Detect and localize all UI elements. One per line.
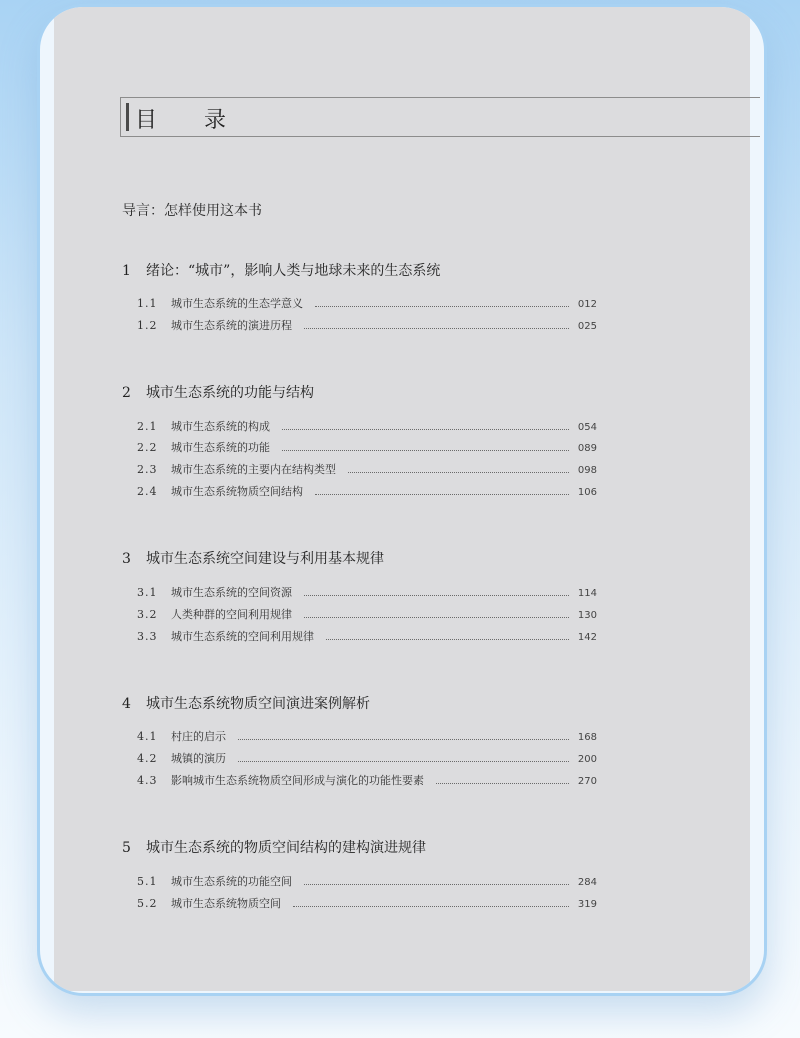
section-number: 3.1 [137, 586, 158, 599]
leader-dots [282, 428, 569, 430]
page-number: 270 [577, 776, 597, 787]
chapter-heading [122, 693, 370, 713]
section-title: 城市生态系统的功能 [171, 441, 270, 454]
leader-dots [238, 738, 569, 740]
section-number: 2.2 [137, 441, 158, 454]
section-number: 3.2 [137, 608, 158, 621]
page-number: 025 [577, 321, 597, 332]
chapter-title: 城市生态系统的功能与结构 [146, 385, 314, 401]
leader-dots [348, 471, 569, 473]
chapter-title: 城市生态系统的物质空间结构的建构演进规律 [146, 840, 426, 856]
leader-dots [326, 638, 569, 640]
section-title: 城市生态系统的构成 [171, 420, 270, 433]
section-title: 城市生态系统的空间资源 [171, 586, 292, 599]
section-title: 城市生态系统的空间利用规律 [171, 630, 314, 643]
section-title: 城市生态系统的演进历程 [171, 319, 292, 332]
leader-dots [293, 905, 569, 907]
toc-entry [137, 895, 597, 911]
toc-entry [137, 439, 597, 455]
toc-entry [137, 418, 597, 434]
section-number: 1.1 [137, 297, 158, 310]
leader-dots [238, 760, 569, 762]
toc-entry [137, 873, 597, 889]
section-title: 影响城市生态系统物质空间形成与演化的功能性要素 [171, 774, 424, 787]
chapter-title: 城市生态系统空间建设与利用基本规律 [146, 551, 384, 567]
chapter-number: 5 [122, 840, 131, 856]
toc-entry [137, 461, 597, 477]
leader-dots [304, 883, 569, 885]
chapter-heading [122, 837, 426, 857]
toc-header [120, 97, 760, 137]
intro-entry: 导言：怎样使用这本书 [122, 203, 262, 219]
leader-dots [315, 493, 569, 495]
toc-page [54, 7, 750, 991]
section-number: 5.1 [137, 875, 158, 888]
chapter-heading [122, 548, 384, 568]
title-accent-bar [126, 103, 129, 131]
section-number: 4.1 [137, 730, 158, 743]
card-frame [37, 4, 767, 996]
page-number: 114 [577, 588, 597, 599]
leader-dots [436, 782, 569, 784]
chapter-title: 绪论：“城市”，影响人类与地球未来的生态系统 [146, 263, 441, 279]
chapter-number: 1 [122, 263, 131, 279]
page-number: 200 [577, 754, 597, 765]
section-number: 1.2 [137, 319, 158, 332]
leader-dots [304, 616, 569, 618]
section-number: 4.3 [137, 774, 158, 787]
page-number: 106 [577, 487, 597, 498]
leader-dots [304, 594, 569, 596]
toc-entry [137, 606, 597, 622]
leader-dots [315, 305, 569, 307]
page-number: 089 [577, 443, 597, 454]
leader-dots [282, 449, 569, 451]
chapter-number: 3 [122, 551, 131, 567]
section-title: 村庄的启示 [171, 730, 226, 743]
page-number: 012 [577, 299, 597, 310]
toc-entry [137, 750, 597, 766]
toc-entry [137, 317, 597, 333]
chapter-heading [122, 260, 440, 280]
leader-dots [304, 327, 569, 329]
page-number: 284 [577, 877, 597, 888]
section-number: 5.2 [137, 897, 158, 910]
section-title: 城市生态系统物质空间 [171, 897, 281, 910]
chapter-title: 城市生态系统物质空间演进案例解析 [146, 696, 370, 712]
page-number: 168 [577, 732, 597, 743]
page-number: 130 [577, 610, 597, 621]
section-number: 3.3 [137, 630, 158, 643]
toc-entry [137, 483, 597, 499]
section-title: 城市生态系统的生态学意义 [171, 297, 303, 310]
chapter-number: 4 [122, 696, 131, 712]
section-number: 2.3 [137, 463, 158, 476]
toc-entry [137, 728, 597, 744]
chapter-number: 2 [122, 385, 131, 401]
section-number: 2.1 [137, 420, 158, 433]
page-number: 319 [577, 899, 597, 910]
section-title: 城镇的演历 [171, 752, 226, 765]
toc-entry [137, 295, 597, 311]
section-title: 城市生态系统的主要内在结构类型 [171, 463, 336, 476]
section-title: 城市生态系统物质空间结构 [171, 485, 303, 498]
page-number: 142 [577, 632, 597, 643]
toc-entry [137, 628, 597, 644]
section-number: 2.4 [137, 485, 158, 498]
page-title: 目 录 [135, 108, 246, 133]
toc-entry [137, 772, 597, 788]
chapter-heading [122, 382, 314, 402]
page-number: 054 [577, 422, 597, 433]
section-title: 城市生态系统的功能空间 [171, 875, 292, 888]
section-number: 4.2 [137, 752, 158, 765]
section-title: 人类种群的空间利用规律 [171, 608, 292, 621]
toc-entry [137, 584, 597, 600]
page-number: 098 [577, 465, 597, 476]
